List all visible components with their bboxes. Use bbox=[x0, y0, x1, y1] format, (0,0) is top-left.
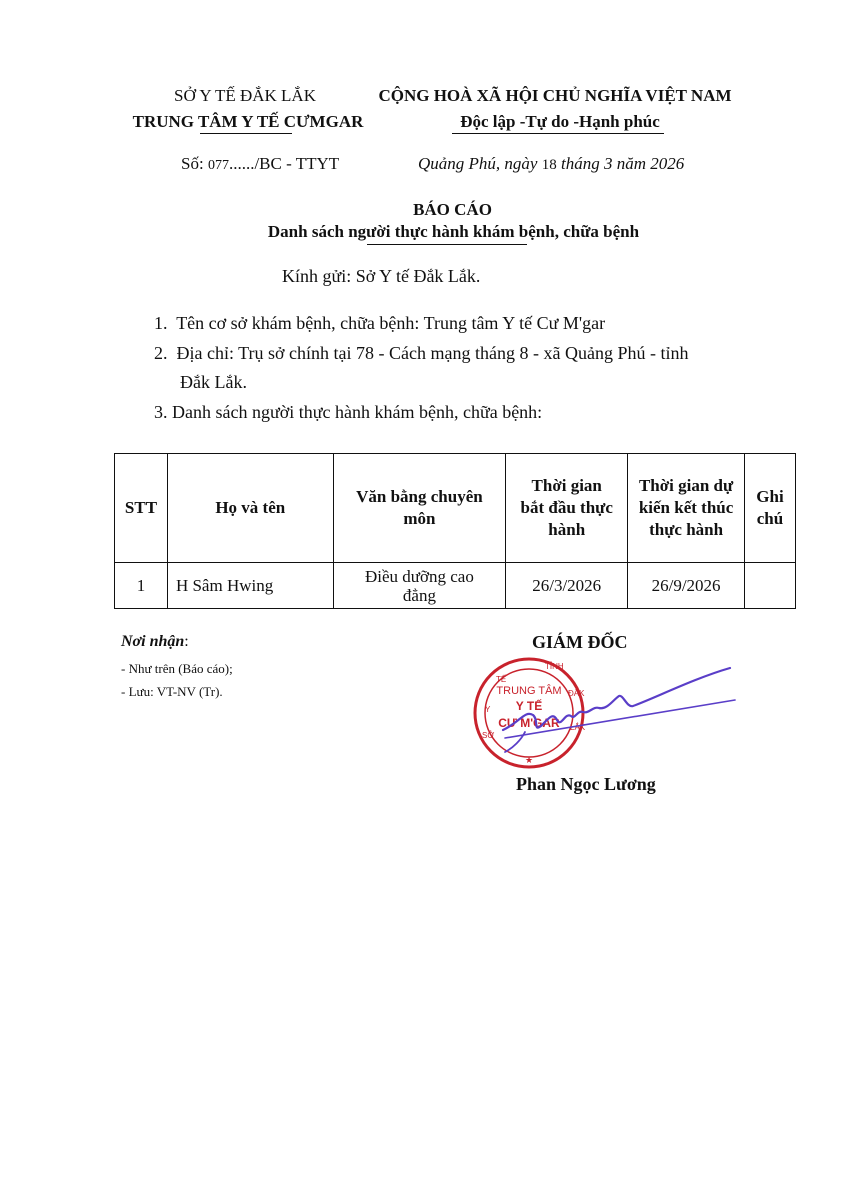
stamp-text: Y TẾ bbox=[515, 699, 543, 713]
agency-parent: SỞ Y TẾ ĐẮK LẮK bbox=[174, 86, 316, 105]
col-header-degree: Văn bằng chuyên môn bbox=[333, 454, 506, 563]
item-1: 1. Tên cơ sở khám bệnh, chữa bệnh: Trung tâm Y tế Cư M'gar bbox=[154, 313, 606, 333]
signer-name: Phan Ngọc Lương bbox=[516, 774, 656, 794]
recipient-line: Kính gửi: Sở Y tế Đắk Lắk. bbox=[282, 266, 481, 286]
cell-note bbox=[745, 563, 796, 609]
cell-end: 26/9/2026 bbox=[628, 563, 745, 609]
motto: Độc lập -Tự do -Hạnh phúc bbox=[460, 112, 660, 131]
col-header-end: Thời gian dự kiến kết thúc thực hành bbox=[628, 454, 745, 563]
report-title: BÁO CÁO bbox=[413, 200, 492, 219]
col-header-start: Thời gian bắt đầu thực hành bbox=[506, 454, 628, 563]
item-2-continued: Đắk Lắk. bbox=[180, 372, 247, 392]
agency-underline bbox=[200, 133, 292, 134]
agency-name: TRUNG TÂM Y TẾ CƯMGAR bbox=[132, 112, 364, 131]
recipient-list-item: - Lưu: VT-NV (Tr). bbox=[121, 684, 223, 699]
cell-stt: 1 bbox=[115, 563, 168, 609]
nation-name: CỘNG HOÀ XÃ HỘI CHỦ NGHĨA VIỆT NAM bbox=[378, 86, 732, 105]
item-2: 2. Địa chỉ: Trụ sở chính tại 78 - Cách mạng tháng 8 - xã Quảng Phú - tỉnh bbox=[154, 343, 689, 363]
report-subtitle: Danh sách người thực hành khám bệnh, chữa bệnh bbox=[267, 222, 640, 241]
item-3: 3. Danh sách người thực hành khám bệnh, chữa bệnh: bbox=[154, 402, 543, 422]
signer-title: GIÁM ĐỐC bbox=[532, 632, 628, 652]
col-header-stt: STT bbox=[115, 454, 168, 563]
col-header-note: Ghi chú bbox=[745, 454, 796, 563]
stamp-text: ĐẮK bbox=[568, 689, 585, 698]
doc-number: Số: 077....../BC - TTYT bbox=[181, 154, 340, 173]
cell-name: H Sâm Hwing bbox=[167, 563, 333, 609]
practitioner-table bbox=[114, 453, 796, 609]
col-header-name: Họ và tên bbox=[167, 454, 333, 563]
stamp-text: Y bbox=[485, 705, 491, 714]
stamp-text: TẾ bbox=[496, 675, 507, 684]
handwritten-signature-icon bbox=[495, 660, 740, 760]
stamp-text: SỞ bbox=[482, 731, 495, 740]
recipient-list-item: - Như trên (Báo cáo); bbox=[121, 661, 233, 676]
stamp-star-icon: ★ bbox=[525, 755, 534, 765]
stamp-text: CƯ M'GAR bbox=[498, 716, 560, 730]
table-header-row bbox=[115, 454, 796, 563]
table-row bbox=[115, 563, 796, 609]
date-line: Quảng Phú, ngày 18 tháng 3 năm 2026 bbox=[418, 154, 685, 173]
recipients-label: Nơi nhận: bbox=[121, 633, 189, 650]
cell-degree: Điều dưỡng cao đẳng bbox=[333, 563, 506, 609]
stamp-text: TRUNG TÂM bbox=[496, 685, 562, 697]
motto-underline bbox=[452, 133, 664, 134]
cell-start: 26/3/2026 bbox=[506, 563, 628, 609]
stamp-text: TỈNH bbox=[545, 662, 564, 671]
subtitle-underline bbox=[367, 244, 527, 245]
stamp-text: LẮK bbox=[570, 723, 586, 732]
